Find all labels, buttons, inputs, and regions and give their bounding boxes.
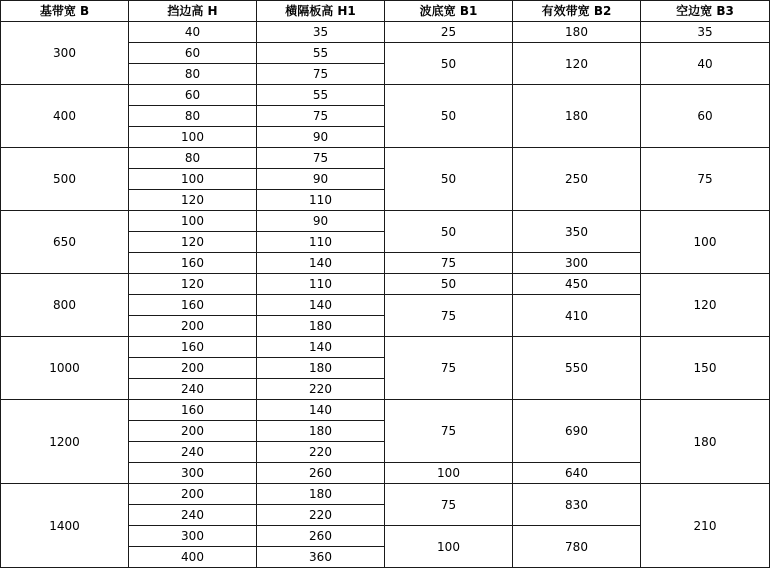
free-edge-width-cell: 75 [641, 148, 770, 211]
cleat-height-cell: 55 [257, 43, 385, 64]
cleat-height-cell: 110 [257, 274, 385, 295]
cleat-height-cell: 180 [257, 316, 385, 337]
cleat-height-cell: 90 [257, 127, 385, 148]
sidewall-height-cell: 120 [129, 232, 257, 253]
bottom-width-cell: 75 [385, 295, 513, 337]
header-sidewall-height: 挡边高 H [129, 1, 257, 22]
sidewall-height-cell: 100 [129, 169, 257, 190]
table-row [1, 337, 770, 358]
sidewall-height-cell: 60 [129, 85, 257, 106]
effective-width-cell: 410 [513, 295, 641, 337]
base-width-cell: 300 [1, 22, 129, 85]
cleat-height-cell: 140 [257, 337, 385, 358]
free-edge-width-cell: 150 [641, 337, 770, 400]
effective-width-cell: 180 [513, 22, 641, 43]
effective-width-cell: 120 [513, 43, 641, 85]
free-edge-width-cell: 120 [641, 274, 770, 337]
base-width-cell: 1200 [1, 400, 129, 484]
cleat-height-cell: 90 [257, 211, 385, 232]
effective-width-cell: 690 [513, 400, 641, 463]
bottom-width-cell: 50 [385, 274, 513, 295]
sidewall-height-cell: 80 [129, 106, 257, 127]
table-row [1, 148, 770, 169]
sidewall-height-cell: 160 [129, 295, 257, 316]
sidewall-height-cell: 200 [129, 421, 257, 442]
base-width-cell: 650 [1, 211, 129, 274]
cleat-height-cell: 220 [257, 379, 385, 400]
effective-width-cell: 180 [513, 85, 641, 148]
table-row [1, 274, 770, 295]
effective-width-cell: 830 [513, 484, 641, 526]
cleat-height-cell: 110 [257, 232, 385, 253]
cleat-height-cell: 360 [257, 547, 385, 568]
base-width-cell: 1000 [1, 337, 129, 400]
sidewall-height-cell: 300 [129, 463, 257, 484]
sidewall-height-cell: 120 [129, 190, 257, 211]
sidewall-height-cell: 200 [129, 358, 257, 379]
cleat-height-cell: 90 [257, 169, 385, 190]
sidewall-height-cell: 100 [129, 211, 257, 232]
sidewall-height-cell: 80 [129, 148, 257, 169]
header-cleat-height: 横隔板高 H1 [257, 1, 385, 22]
table-row [1, 484, 770, 505]
bottom-width-cell: 25 [385, 22, 513, 43]
cleat-height-cell: 55 [257, 85, 385, 106]
free-edge-width-cell: 60 [641, 85, 770, 148]
sidewall-height-cell: 160 [129, 337, 257, 358]
sidewall-height-cell: 160 [129, 253, 257, 274]
cleat-height-cell: 35 [257, 22, 385, 43]
header-bottom-width: 波底宽 B1 [385, 1, 513, 22]
sidewall-height-cell: 80 [129, 64, 257, 85]
sidewall-height-cell: 200 [129, 316, 257, 337]
cleat-height-cell: 140 [257, 400, 385, 421]
free-edge-width-cell: 100 [641, 211, 770, 274]
bottom-width-cell: 75 [385, 400, 513, 463]
sidewall-height-cell: 400 [129, 547, 257, 568]
bottom-width-cell: 50 [385, 85, 513, 148]
free-edge-width-cell: 180 [641, 400, 770, 484]
cleat-height-cell: 180 [257, 421, 385, 442]
cleat-height-cell: 140 [257, 295, 385, 316]
free-edge-width-cell: 210 [641, 484, 770, 568]
effective-width-cell: 640 [513, 463, 641, 484]
cleat-height-cell: 140 [257, 253, 385, 274]
bottom-width-cell: 100 [385, 526, 513, 568]
cleat-height-cell: 110 [257, 190, 385, 211]
sidewall-height-cell: 240 [129, 442, 257, 463]
cleat-height-cell: 75 [257, 106, 385, 127]
table-row [1, 400, 770, 421]
sidewall-height-cell: 120 [129, 274, 257, 295]
table-body [1, 22, 770, 568]
bottom-width-cell: 75 [385, 484, 513, 526]
effective-width-cell: 300 [513, 253, 641, 274]
cleat-height-cell: 260 [257, 526, 385, 547]
header-base-width: 基带宽 B [1, 1, 129, 22]
bottom-width-cell: 50 [385, 43, 513, 85]
cleat-height-cell: 220 [257, 505, 385, 526]
header-free-edge-width: 空边宽 B3 [641, 1, 770, 22]
free-edge-width-cell: 35 [641, 22, 770, 43]
cleat-height-cell: 180 [257, 358, 385, 379]
sidewall-height-cell: 60 [129, 43, 257, 64]
bottom-width-cell: 50 [385, 211, 513, 253]
bottom-width-cell: 50 [385, 148, 513, 211]
effective-width-cell: 450 [513, 274, 641, 295]
cleat-height-cell: 220 [257, 442, 385, 463]
sidewall-height-cell: 300 [129, 526, 257, 547]
base-width-cell: 1400 [1, 484, 129, 568]
cleat-height-cell: 75 [257, 64, 385, 85]
base-width-cell: 400 [1, 85, 129, 148]
base-width-cell: 800 [1, 274, 129, 337]
effective-width-cell: 250 [513, 148, 641, 211]
cleat-height-cell: 180 [257, 484, 385, 505]
table-row [1, 211, 770, 232]
table-row [1, 85, 770, 106]
table-row [1, 22, 770, 43]
bottom-width-cell: 100 [385, 463, 513, 484]
header-effective-width: 有效带宽 B2 [513, 1, 641, 22]
base-width-cell: 500 [1, 148, 129, 211]
bottom-width-cell: 75 [385, 253, 513, 274]
free-edge-width-cell: 40 [641, 43, 770, 85]
sidewall-height-cell: 200 [129, 484, 257, 505]
header-row [1, 1, 770, 22]
bottom-width-cell: 75 [385, 337, 513, 400]
sidewall-height-cell: 100 [129, 127, 257, 148]
effective-width-cell: 350 [513, 211, 641, 253]
sidewall-height-cell: 240 [129, 379, 257, 400]
sidewall-height-cell: 40 [129, 22, 257, 43]
effective-width-cell: 550 [513, 337, 641, 400]
sidewall-height-cell: 160 [129, 400, 257, 421]
cleat-height-cell: 75 [257, 148, 385, 169]
effective-width-cell: 780 [513, 526, 641, 568]
cleat-height-cell: 260 [257, 463, 385, 484]
sidewall-height-cell: 240 [129, 505, 257, 526]
